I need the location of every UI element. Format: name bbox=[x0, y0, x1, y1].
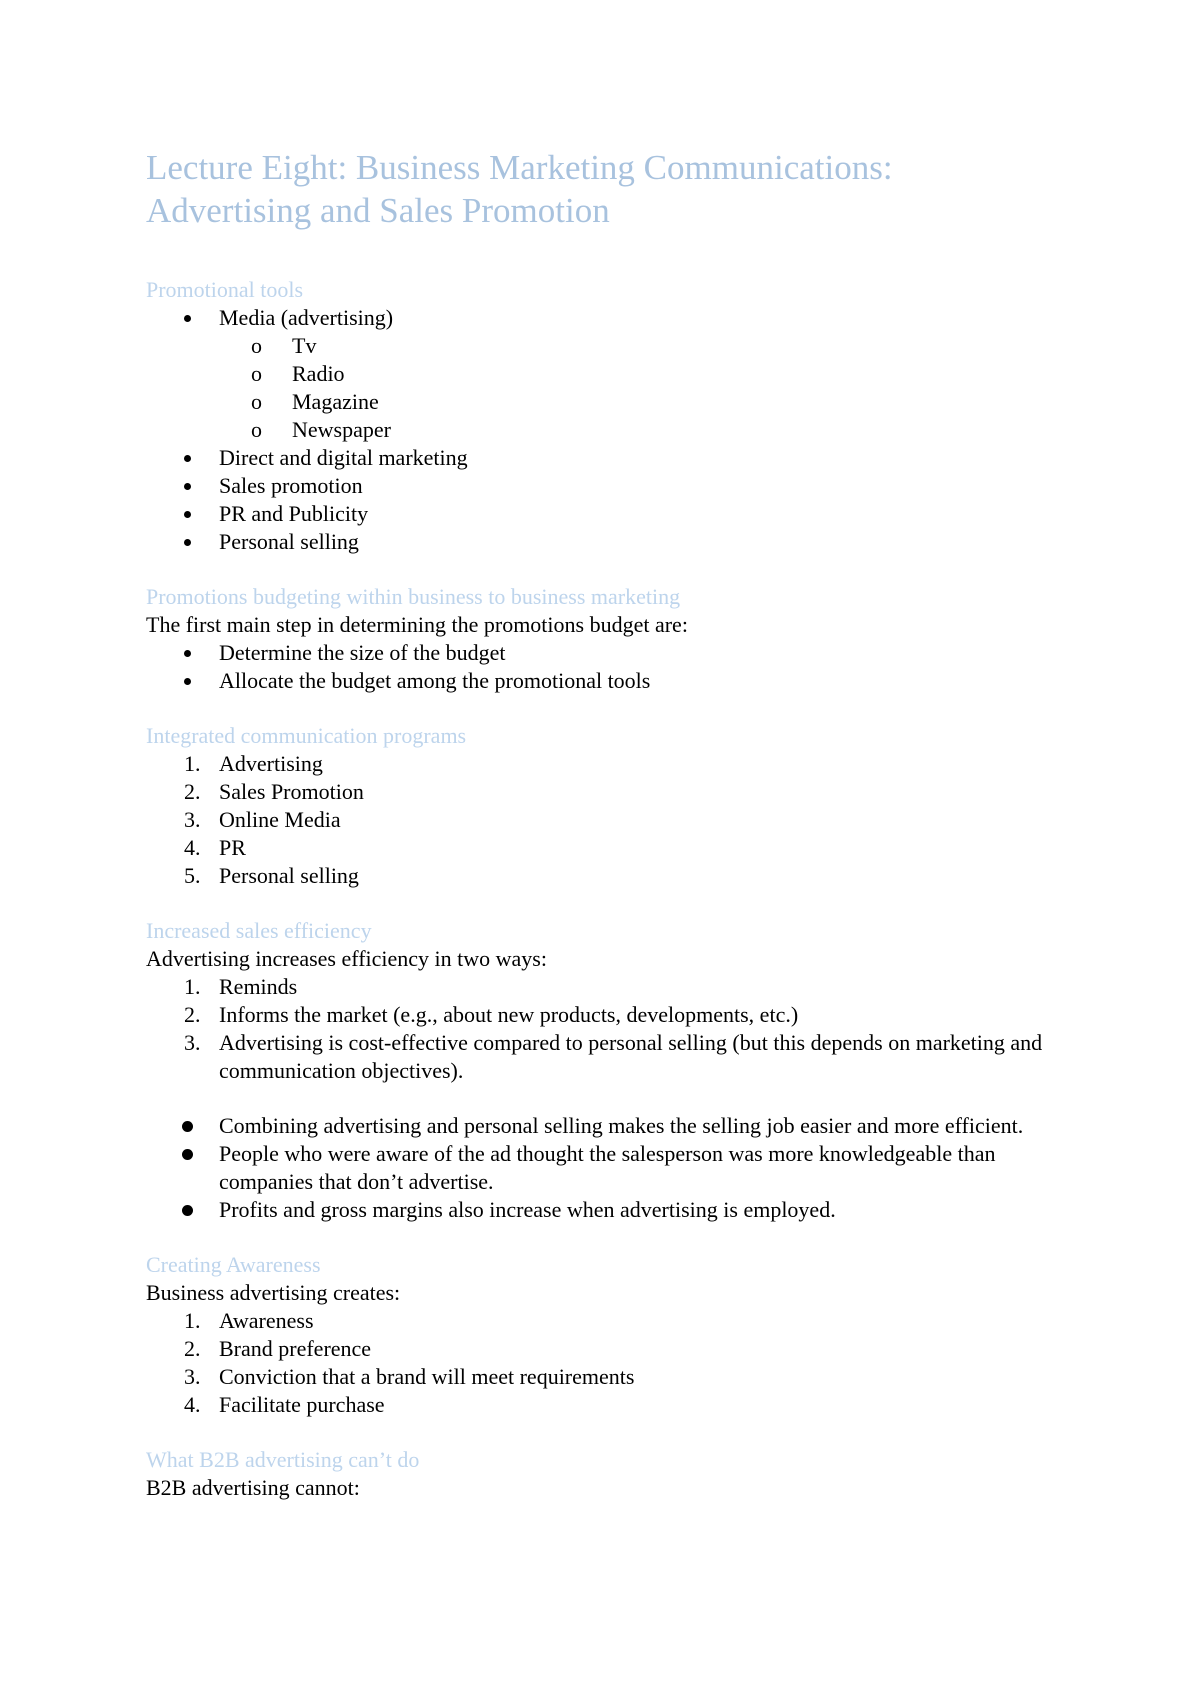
document-title bbox=[146, 146, 1046, 232]
title-line-1: Lecture Eight: Business Marketing Communications: bbox=[146, 148, 893, 187]
list-item: 1. Advertising bbox=[184, 751, 323, 776]
section-heading: What B2B advertising can’t do bbox=[146, 1447, 420, 1472]
list-item: 2. Brand preference bbox=[184, 1336, 372, 1361]
section-promotions-budgeting bbox=[146, 583, 1046, 695]
list-item: Direct and digital marketing bbox=[146, 444, 1046, 472]
list-item: PR and Publicity bbox=[146, 500, 1046, 528]
list-item: 3. Advertising is cost-effective compared to personal selling (but this depends on marketing and communication objectives). bbox=[184, 1030, 1043, 1083]
list-item: 5. Personal selling bbox=[184, 863, 359, 888]
sub-list bbox=[219, 332, 1046, 444]
list-item: 1. Awareness bbox=[184, 1308, 314, 1333]
section-heading: Increased sales efficiency bbox=[146, 918, 372, 943]
list-item: Combining advertising and personal selling makes the selling job easier and more efficient. bbox=[146, 1112, 1046, 1140]
section-heading: Integrated communication programs bbox=[146, 723, 467, 748]
list-item: Profits and gross margins also increase when advertising is employed. bbox=[146, 1196, 1046, 1224]
title-line-2: Advertising and Sales Promotion bbox=[146, 191, 610, 230]
list-item: 4. Facilitate purchase bbox=[184, 1392, 385, 1417]
list-item: o Newspaper bbox=[219, 416, 1046, 444]
section-heading: Creating Awareness bbox=[146, 1252, 321, 1277]
paragraph: B2B advertising cannot: bbox=[146, 1475, 360, 1500]
section-heading: Promotional tools bbox=[146, 277, 304, 302]
list-item: Sales promotion bbox=[146, 472, 1046, 500]
list-item: o Magazine bbox=[219, 388, 1046, 416]
section-creating-awareness bbox=[146, 1251, 1046, 1419]
spacer bbox=[146, 1085, 1046, 1112]
list-item: Media (advertising) o Tv o Radio o Magazine o Newspaper bbox=[146, 304, 1046, 444]
section-integrated-communication bbox=[146, 722, 1046, 890]
paragraph: Advertising increases efficiency in two ways: bbox=[146, 946, 547, 971]
list-item: 3. Online Media bbox=[184, 807, 341, 832]
document-page bbox=[146, 146, 1046, 1529]
list-item: 1. Reminds bbox=[184, 974, 298, 999]
section-b2b-cant-do bbox=[146, 1446, 1046, 1502]
numbered-list bbox=[146, 750, 1046, 890]
list-item: People who were aware of the ad thought the salesperson was more knowledgeable than companies that don’t advertise. bbox=[146, 1140, 1046, 1196]
list-item: 3. Conviction that a brand will meet requirements bbox=[184, 1364, 635, 1389]
numbered-list bbox=[146, 1307, 1046, 1419]
bullet-list bbox=[146, 1112, 1046, 1224]
bullet-list bbox=[146, 304, 1046, 556]
paragraph: The first main step in determining the promotions budget are: bbox=[146, 612, 688, 637]
list-item: Determine the size of the budget bbox=[146, 639, 1046, 667]
list-item: Allocate the budget among the promotional tools bbox=[146, 667, 1046, 695]
list-item: 2. Sales Promotion bbox=[184, 779, 364, 804]
numbered-list bbox=[146, 973, 1046, 1085]
list-item: Personal selling bbox=[146, 528, 1046, 556]
list-item: 2. Informs the market (e.g., about new products, developments, etc.) bbox=[184, 1002, 799, 1027]
section-promotional-tools bbox=[146, 276, 1046, 556]
list-item: o Radio bbox=[219, 360, 1046, 388]
list-item: o Tv bbox=[219, 332, 1046, 360]
paragraph: Business advertising creates: bbox=[146, 1280, 401, 1305]
section-sales-efficiency bbox=[146, 917, 1046, 1224]
bullet-list bbox=[146, 639, 1046, 695]
section-heading: Promotions budgeting within business to business marketing bbox=[146, 584, 681, 609]
list-item: 4. PR bbox=[184, 835, 246, 860]
